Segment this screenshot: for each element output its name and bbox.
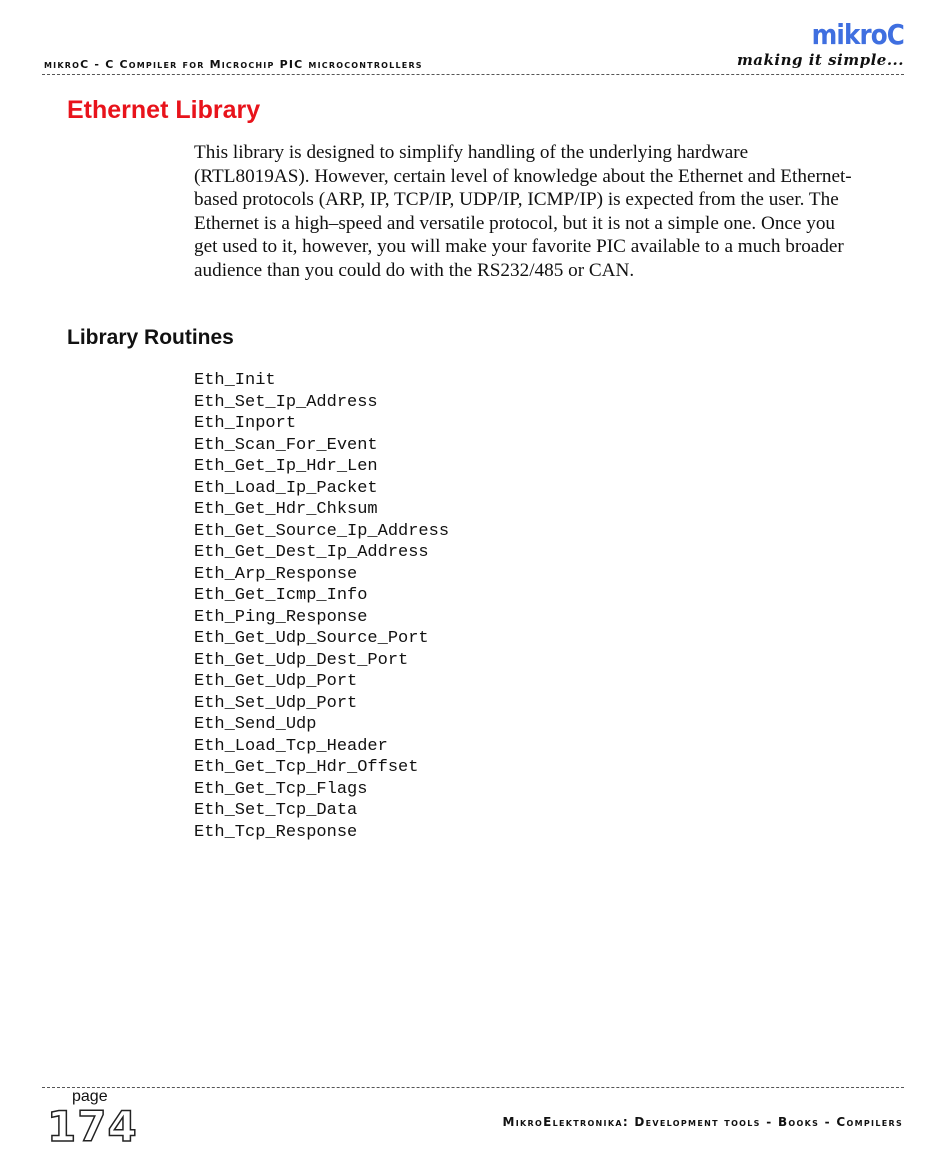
routine-item: Eth_Get_Icmp_Info (194, 586, 368, 605)
page-number: 174 (47, 1102, 138, 1151)
routine-item: Eth_Set_Tcp_Data (194, 801, 358, 820)
routine-item: Eth_Load_Tcp_Header (194, 736, 388, 756)
routine-item: Eth_Send_Udp (194, 715, 317, 734)
routine-item: Eth_Get_Udp_Dest_Port (194, 650, 409, 670)
routine-item: Eth_Get_Dest_Ip_Address (194, 543, 429, 562)
page-label: page (72, 1088, 108, 1105)
routine-item: Eth_Get_Hdr_Chksum (194, 500, 378, 519)
brand-logo: mikroC (811, 18, 904, 51)
routine-item: Eth_Scan_For_Event (194, 435, 378, 455)
routine-item: Eth_Set_Ip_Address (194, 392, 378, 412)
brand-tagline: making it simple... (736, 51, 904, 69)
routine-item: Eth_Get_Tcp_Flags (194, 779, 368, 799)
section-title: Ethernet Library (67, 96, 261, 124)
routine-item: Eth_Get_Source_Ip_Address (194, 521, 450, 541)
routines-heading: Library Routines (67, 326, 234, 349)
routine-item: Eth_Get_Udp_Port (194, 672, 358, 691)
routine-item: Eth_Get_Ip_Hdr_Len (194, 457, 378, 476)
intro-paragraph: This library is designed to simplify handling of the underlying hardware (RTL8019AS). However, certain level of knowledge about the Ethernet and Ethernet-based protocols (ARP, IP, TCP/IP, UDP/IP, ICMP/IP) is expected from the user. The Ethernet is a high–speed and versatile protocol, but it is not a simple one. Once you get used to it, however, you will make your favorite PIC available to a much broader audience than you could do with the RS232/485 or CAN. (194, 142, 852, 281)
footer-divider (42, 1087, 904, 1088)
running-header: mikroC - C Compiler for Microchip PIC microcontrollers (44, 58, 423, 71)
routine-list (194, 370, 449, 843)
routine-item: Eth_Get_Tcp_Hdr_Offset (194, 758, 419, 777)
routine-item: Eth_Get_Udp_Source_Port (194, 629, 429, 648)
routine-item: Eth_Set_Udp_Port (194, 693, 358, 713)
routine-item: Eth_Tcp_Response (194, 822, 358, 842)
routine-item: Eth_Ping_Response (194, 607, 368, 627)
header-divider (42, 74, 904, 75)
routine-item: Eth_Load_Ip_Packet (194, 478, 378, 498)
routine-item: Eth_Inport (194, 414, 297, 433)
running-footer: MikroElektronika: Development tools - Books - Compilers (502, 1115, 903, 1129)
routine-item: Eth_Init (194, 371, 276, 390)
routine-item: Eth_Arp_Response (194, 564, 358, 584)
